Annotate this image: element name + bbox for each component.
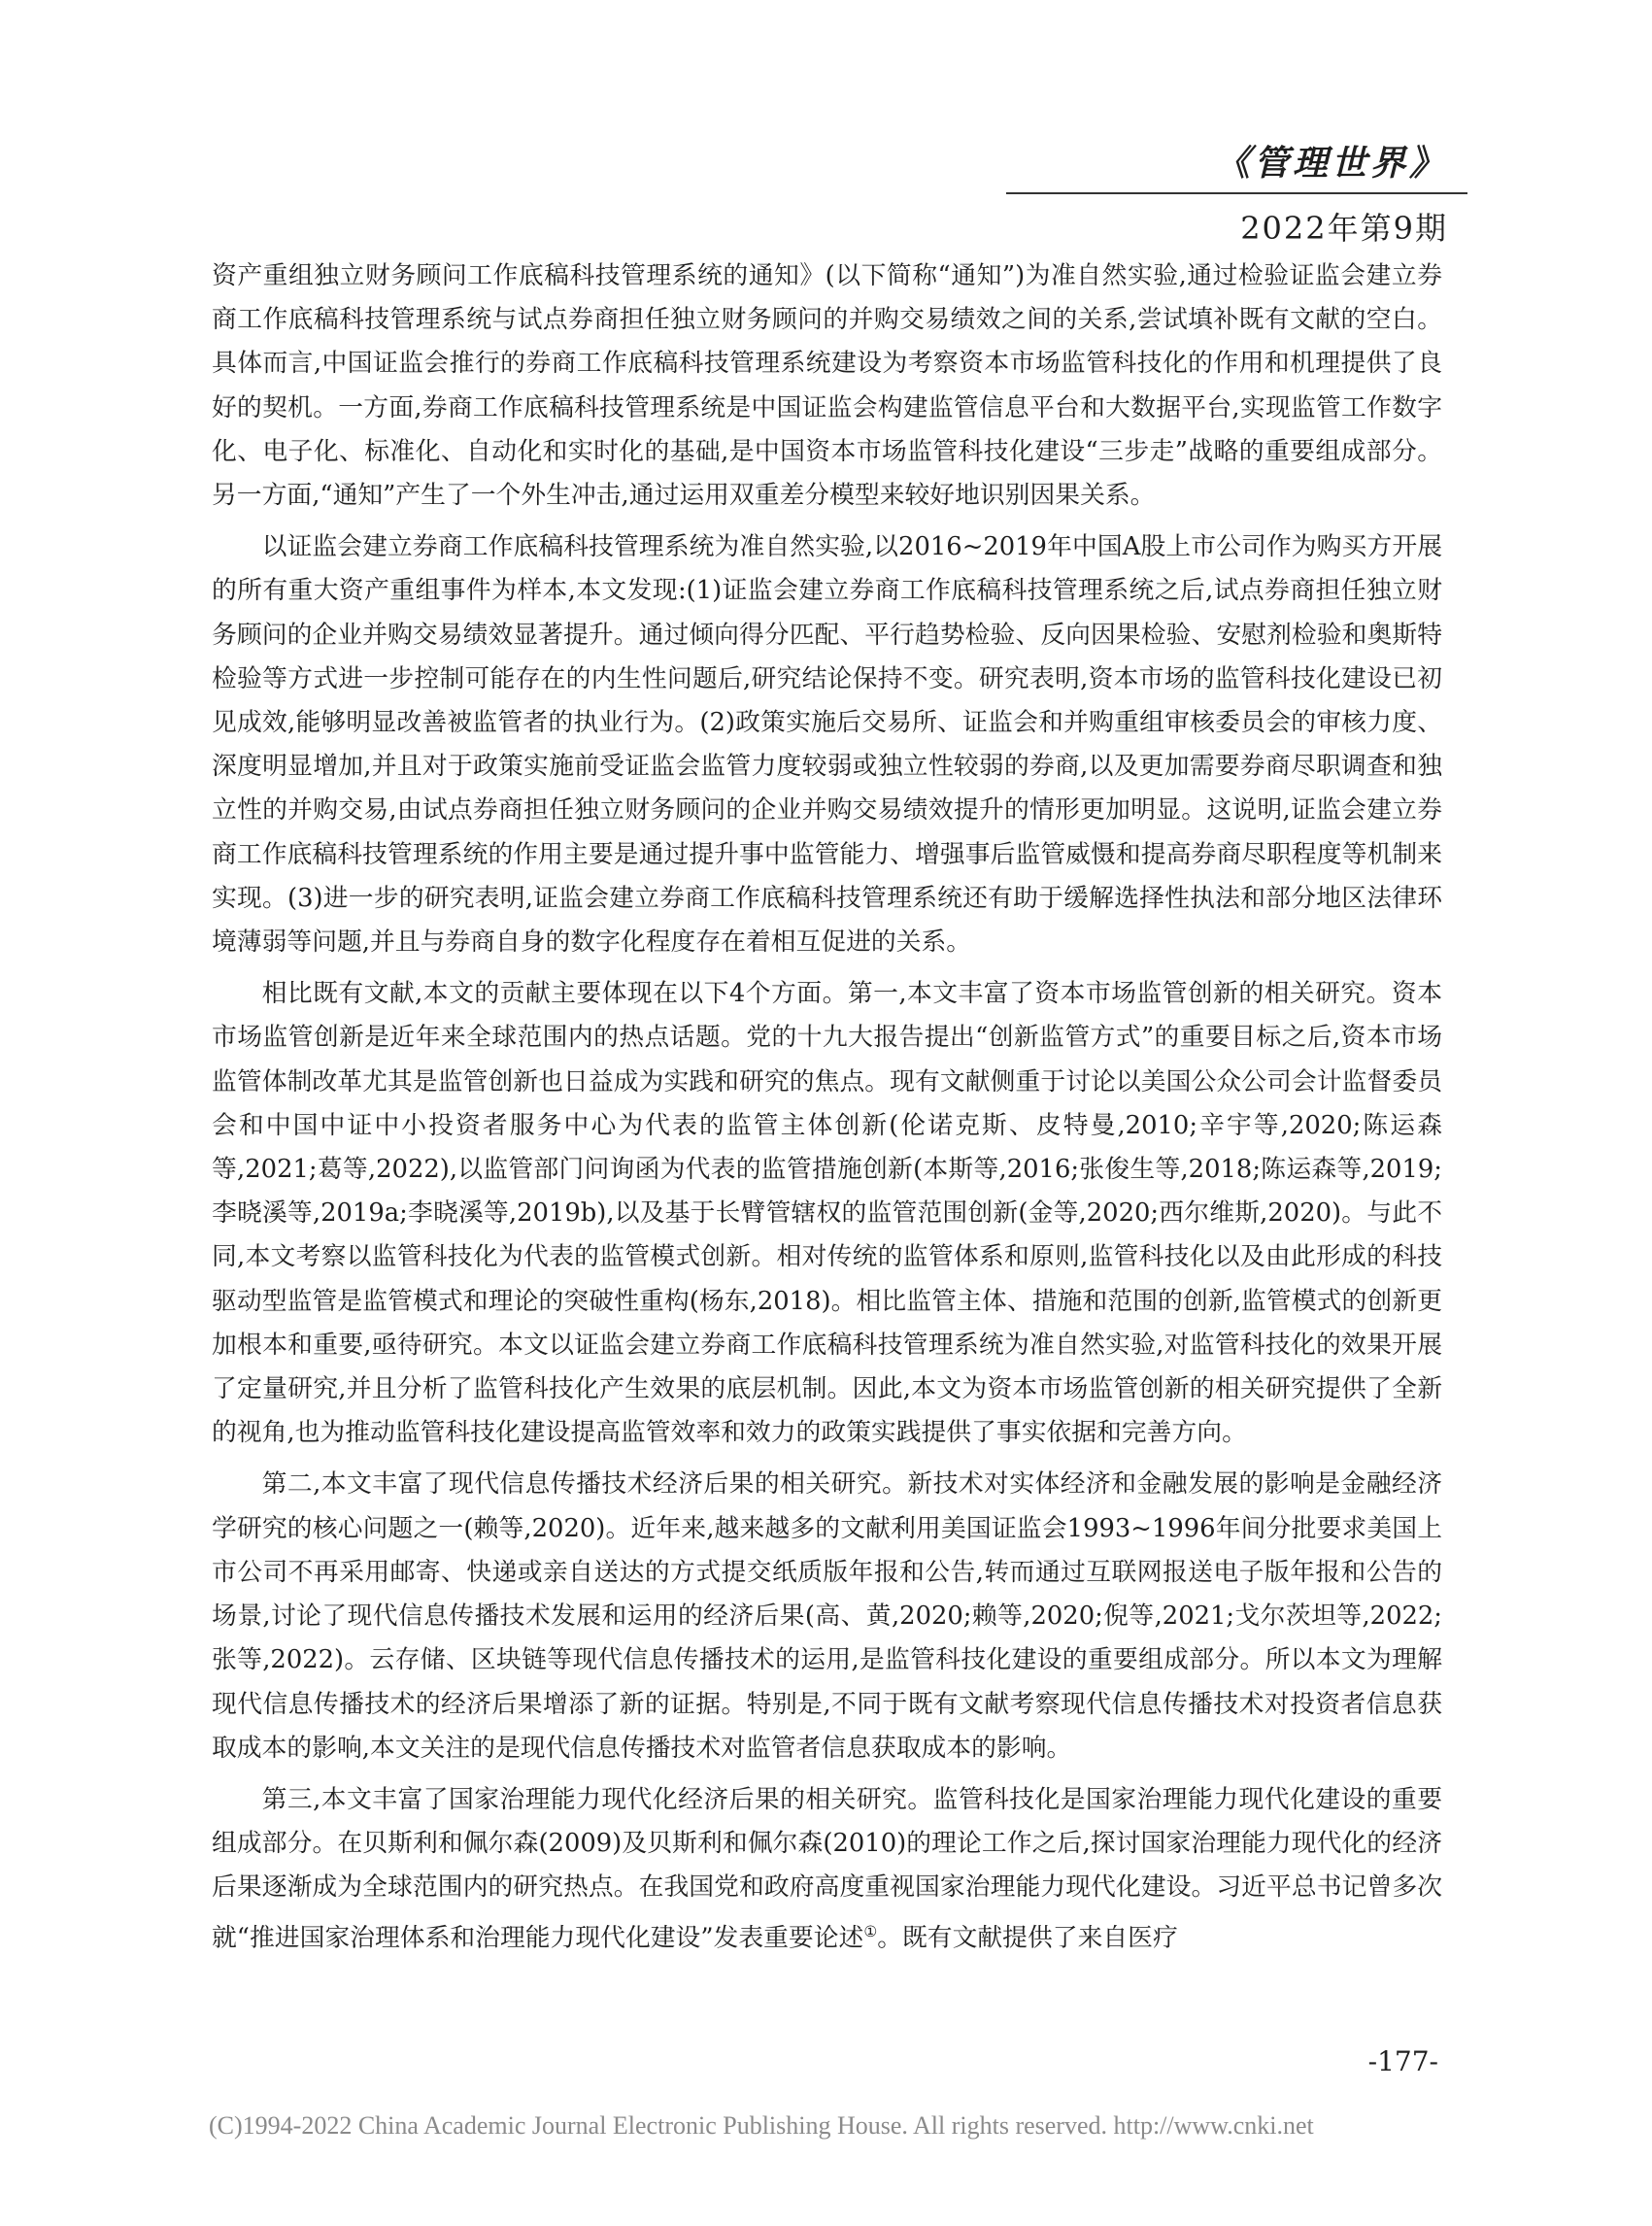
- header-rule: [1006, 192, 1467, 194]
- paragraph-3: 相比既有文献,本文的贡献主要体现在以下4个方面。第一,本文丰富了资本市场监管创新的相关研究。资本市场监管创新是近年来全球范围内的热点话题。党的十九大报告提出“创新监管方式”的重要目标之后,资本市场监管体制改革尤其是监管创新也日益成为实践和研究的焦点。现有文献侧重于讨论以美国公众公司会计监督委员会和中国中证中小投资者服务中心为代表的监管主体创新(伦诺克斯、皮特曼,2010;辛宇等,2020;陈运森等,2021;葛等,2022),以监管部门问询函为代表的监管措施创新(本斯等,2016;张俊生等,2018;陈运森等,2019;李晓溪等,2019a;李晓溪等,2019b),以及基于长臂管辖权的监管范围创新(金等,2020;西尔维斯,2020)。与此不同,本文考察以监管科技化为代表的监管模式创新。相对传统的监管体系和原则,监管科技化以及由此形成的科技驱动型监管是监管模式和理论的突破性重构(杨东,2018)。相比监管主体、措施和范围的创新,监管模式的创新更加根本和重要,亟待研究。本文以证监会建立券商工作底稿科技管理系统为准自然实验,对监管科技化的效果开展了定量研究,并且分析了监管科技化产生效果的底层机制。因此,本文为资本市场监管创新的相关研究提供了全新的视角,也为推动监管科技化建设提高监管效率和效力的政策实践提供了事实依据和完善方向。: [212, 979, 1442, 1448]
- journal-title: 《管理世界》: [1214, 143, 1448, 184]
- paragraph-1: 资产重组独立财务顾问工作底稿科技管理系统的通知》(以下简称“通知”)为准自然实验,通过检验证监会建立券商工作底稿科技管理系统与试点券商担任独立财务顾问的并购交易绩效之间的关系,尝试填补既有文献的空白。具体而言,中国证监会推行的券商工作底稿科技管理系统建设为考察资本市场监管科技化的作用和机理提供了良好的契机。一方面,券商工作底稿科技管理系统是中国证监会构建监管信息平台和大数据平台,实现监管工作数字化、电子化、标准化、自动化和实时化的基础,是中国资本市场监管科技化建设“三步走”战略的重要组成部分。另一方面,“通知”产生了一个外生冲击,通过运用双重差分模型来较好地识别因果关系。: [212, 261, 1442, 511]
- article-body: [212, 254, 1442, 1968]
- paragraph-5-text: 第三,本文丰富了国家治理能力现代化经济后果的相关研究。监管科技化是国家治理能力现代化建设的重要组成部分。在贝斯利和佩尔森(2009)及贝斯利和佩尔森(2010)的理论工作之后,探讨国家治理能力现代化的经济后果逐渐成为全球范围内的研究热点。在我国党和政府高度重视国家治理能力现代化建设。习近平总书记曾多次就“推进国家治理体系和治理能力现代化建设”发表重要论述: [212, 1784, 1442, 1953]
- paragraph-4: 第二,本文丰富了现代信息传播技术经济后果的相关研究。新技术对实体经济和金融发展的影响是金融经济学研究的核心问题之一(赖等,2020)。近年来,越来越多的文献利用美国证监会1993~1996年间分批要求美国上市公司不再采用邮寄、快递或亲自送达的方式提交纸质版年报和公告,转而通过互联网报送电子版年报和公告的场景,讨论了现代信息传播技术发展和运用的经济后果(高、黄,2020;赖等,2020;倪等,2021;戈尔茨坦等,2022;张等,2022)。云存储、区块链等现代信息传播技术的运用,是监管科技化建设的重要组成部分。所以本文为理解现代信息传播技术的经济后果增添了新的证据。特别是,不同于既有文献考察现代信息传播技术对投资者信息获取成本的影响,本文关注的是现代信息传播技术对监管者信息获取成本的影响。: [212, 1469, 1442, 1763]
- page-number: -177-: [1367, 2045, 1438, 2077]
- issue-label: 2022年第9期: [1240, 210, 1448, 247]
- paragraph-5: [212, 1778, 1442, 1960]
- copyright-footer: (C)1994-2022 China Academic Journal Electronic Publishing House. All rights reserved. http://www.cnki.net: [209, 2111, 1314, 2140]
- footnote-marker[interactable]: ①: [863, 1922, 878, 1940]
- paragraph-2: 以证监会建立券商工作底稿科技管理系统为准自然实验,以2016~2019年中国A股上市公司作为购买方开展的所有重大资产重组事件为样本,本文发现:(1)证监会建立券商工作底稿科技管理系统之后,试点券商担任独立财务顾问的企业并购交易绩效显著提升。通过倾向得分匹配、平行趋势检验、反向因果检验、安慰剂检验和奥斯特检验等方式进一步控制可能存在的内生性问题后,研究结论保持不变。研究表明,资本市场的监管科技化建设已初见成效,能够明显改善被监管者的执业行为。(2)政策实施后交易所、证监会和并购重组审核委员会的审核力度、深度明显增加,并且对于政策实施前受证监会监管力度较弱或独立性较弱的券商,以及更加需要券商尽职调查和独立性的并购交易,由试点券商担任独立财务顾问的企业并购交易绩效提升的情形更加明显。这说明,证监会建立券商工作底稿科技管理系统的作用主要是通过提升事中监管能力、增强事后监管威慑和提高券商尽职程度等机制来实现。(3)进一步的研究表明,证监会建立券商工作底稿科技管理系统还有助于缓解选择性执法和部分地区法律环境薄弱等问题,并且与券商自身的数字化程度存在着相互促进的关系。: [212, 532, 1442, 958]
- paragraph-5-tail: 。既有文献提供了来自医疗: [877, 1923, 1178, 1953]
